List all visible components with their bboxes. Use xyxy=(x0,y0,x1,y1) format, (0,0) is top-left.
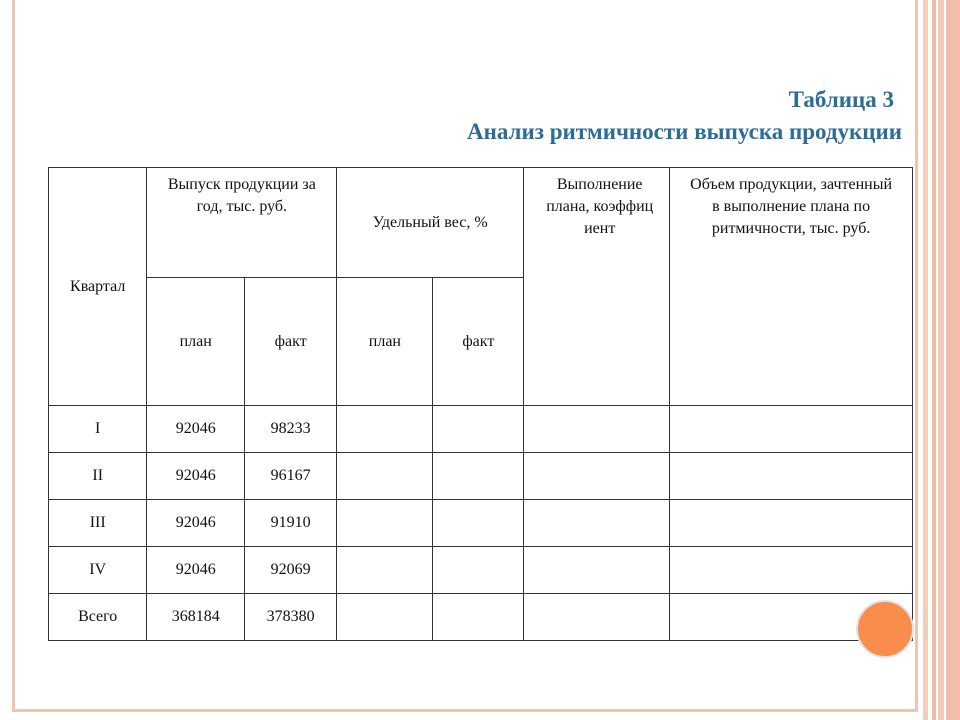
cell-share-fact xyxy=(433,500,524,547)
cell-execution xyxy=(524,406,670,453)
table-row xyxy=(49,406,913,453)
cell-share-fact xyxy=(433,547,524,594)
subheader-fact-output: факт xyxy=(245,278,337,406)
cell-quarter: Всего xyxy=(49,594,147,641)
cell-fact: 378380 xyxy=(245,594,337,641)
cell-share-fact xyxy=(433,406,524,453)
table-row-total xyxy=(49,594,913,641)
cell-volume xyxy=(670,453,913,500)
cell-quarter: I xyxy=(49,406,147,453)
cell-plan: 368184 xyxy=(147,594,245,641)
header-share xyxy=(337,168,524,278)
decor-stripe xyxy=(946,0,960,720)
cell-quarter: III xyxy=(49,500,147,547)
decor-stripe xyxy=(938,0,944,720)
cell-share-plan xyxy=(337,406,433,453)
header-output-label: Выпуск продукции за год, тыс. руб. xyxy=(167,176,316,215)
decor-circle xyxy=(856,600,914,658)
header-quarter xyxy=(49,168,147,406)
subheader-plan-output: план xyxy=(147,278,245,406)
header-quarter-label: Квартал xyxy=(70,277,126,295)
cell-share-fact xyxy=(433,594,524,641)
table-row xyxy=(49,547,913,594)
cell-share-plan xyxy=(337,500,433,547)
table-caption: Анализ ритмичности выпуска продукции xyxy=(466,119,902,144)
cell-share-fact xyxy=(433,453,524,500)
decor-stripe xyxy=(932,0,936,720)
cell-share-plan xyxy=(337,453,433,500)
cell-share-plan xyxy=(337,594,433,641)
cell-fact: 96167 xyxy=(245,453,337,500)
cell-plan: 92046 xyxy=(147,500,245,547)
header-execution-label: Выполнение плана, коэффиц иент xyxy=(546,176,654,237)
cell-plan: 92046 xyxy=(147,453,245,500)
table-row xyxy=(49,500,913,547)
cell-volume xyxy=(670,406,913,453)
cell-quarter: IV xyxy=(49,547,147,594)
cell-quarter: II xyxy=(49,453,147,500)
cell-execution xyxy=(524,547,670,594)
cell-execution xyxy=(524,500,670,547)
subheader-plan-share: план xyxy=(337,278,433,406)
cell-execution xyxy=(524,594,670,641)
slide-title xyxy=(467,84,902,148)
cell-execution xyxy=(524,453,670,500)
cell-fact: 91910 xyxy=(245,500,337,547)
cell-share-plan xyxy=(337,547,433,594)
header-execution xyxy=(524,168,670,406)
cell-volume xyxy=(670,500,913,547)
table-row xyxy=(49,453,913,500)
table-number: Таблица 3 xyxy=(788,87,894,112)
header-volume-label: Объем продукции, зачтенный в выполнение плана по ритмичности, тыс. руб. xyxy=(690,176,893,237)
cell-volume xyxy=(670,547,913,594)
header-output xyxy=(147,168,337,278)
decor-stripe xyxy=(923,0,928,720)
cell-fact: 98233 xyxy=(245,406,337,453)
header-share-label: Удельный вес, % xyxy=(372,213,488,231)
cell-plan: 92046 xyxy=(147,547,245,594)
header-volume xyxy=(670,168,913,406)
cell-fact: 92069 xyxy=(245,547,337,594)
cell-plan: 92046 xyxy=(147,406,245,453)
header-row xyxy=(49,168,913,278)
rhythm-analysis-table xyxy=(48,167,913,641)
subheader-fact-share: факт xyxy=(433,278,524,406)
